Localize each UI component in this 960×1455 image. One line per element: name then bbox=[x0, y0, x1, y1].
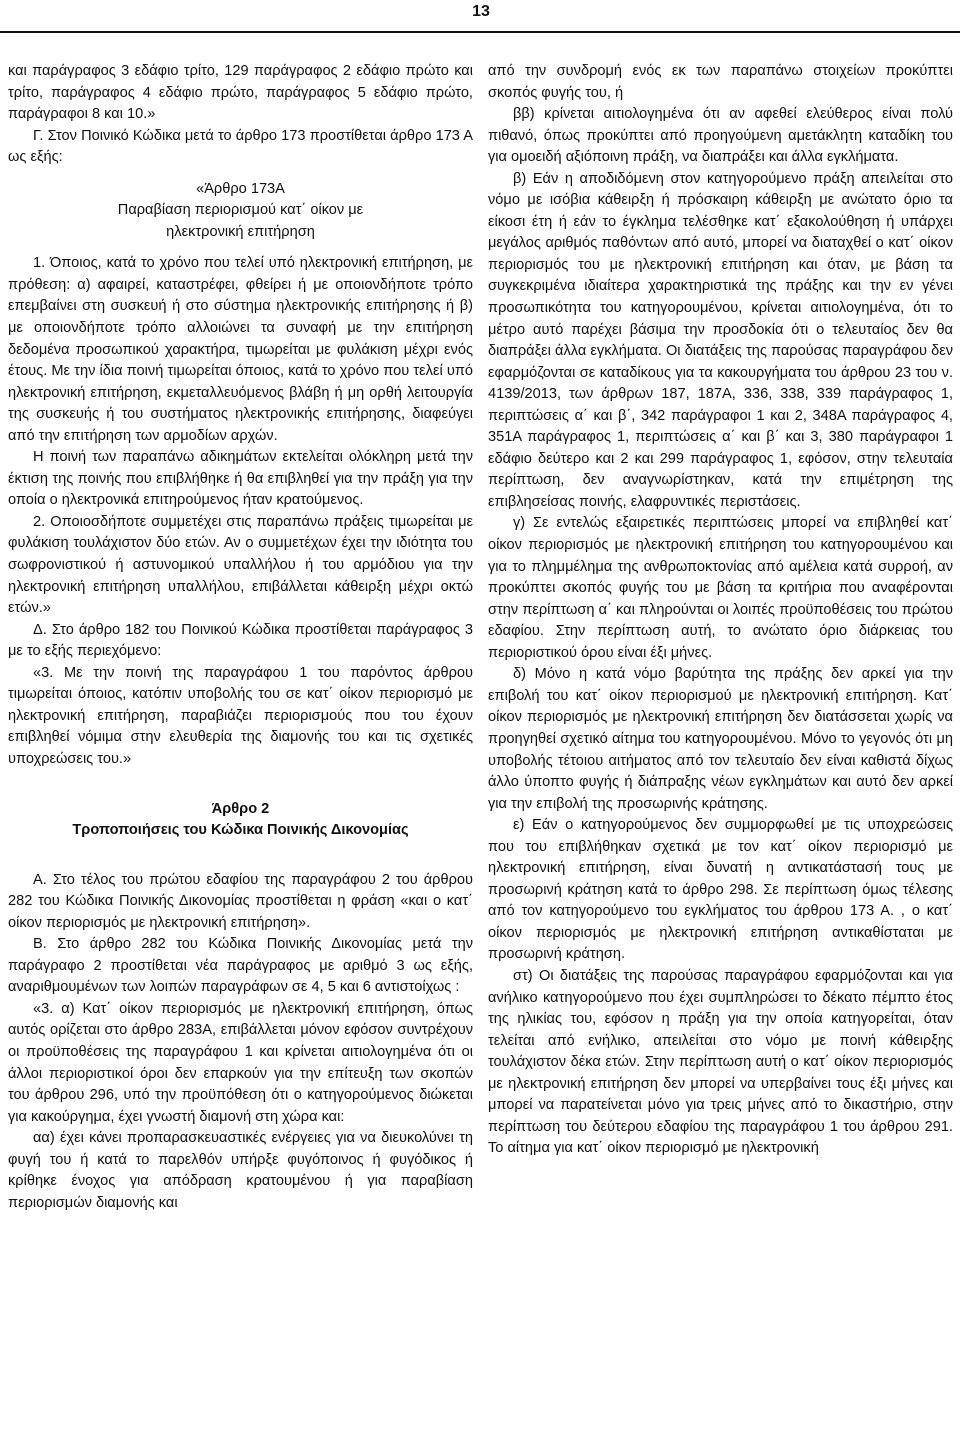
paragraph: δ) Μόνο η κατά νόμο βαρύτητα της πράξης δεν αρκεί για την επιβολή του κατ΄ οίκον περιορισμού με ηλεκτρονική επιτήρηση. Κατ΄ οίκον περιορισμός με ηλεκτρονική επιτήρηση δεν διατάσσεται χωρίς να προηγηθεί σχετικό αίτημα του κατηγορουμένου. Μόνο το γεγονός ότι μη υποβολής τέτοιου αιτήματος από τον τελευταίο δεν είναι καθιστά δίχως άλλο ύποπτο φυγής ή διάπραξης νέων εγκλημάτων και αυτό δεν αρκεί για την επιβολή της προσωρινής κράτησης. bbox=[488, 666, 953, 812]
paragraph: Η ποινή των παραπάνω αδικημάτων εκτελείται ολόκληρη μετά την έκτιση της ποινής που επιβλήθηκε ή θα επιβληθεί για την πράξη για την οποία ο ηλεκτρονικά επιτηρούμενος ήταν κρατούμενος. bbox=[8, 449, 473, 509]
spacer bbox=[8, 842, 473, 870]
paragraph: 1. Όποιος, κατά το χρόνο που τελεί υπό ηλεκτρονική επιτήρηση, με πρόθεση: α) αφαιρεί, καταστρέφει, φθείρει ή με οποιονδήποτε τρόπο επεμβαίνει στη συσκευή ή στο σύστημα ηλεκτρονικής επιτήρησης ή β) με οποιονδήποτε τρόπο αλλοιώνει τα συναφή με την επιτήρηση δεδομένα προσωπικού χαρακτήρα, τιμωρείται με φυλάκιση μέχρι ενός έτους. Με την ίδια ποινή τιμωρείται όποιος, κατά το χρόνο που τελεί υπό ηλεκτρονική επιτήρηση, εκμεταλλευόμενος βλάβη ή μη ορθή λειτουργία της συσκευής ή του συστήματος ηλεκτρονικής επιτήρησης, διαφεύγει από την επιτήρηση των αρμοδίων αρχών. bbox=[8, 255, 473, 444]
paragraph: στ) Οι διατάξεις της παρούσας παραγράφου εφαρμόζονται και για ανήλικο κατηγορούμενο που έχει συμπληρώσει το δέκατο πέμπτο έτος της ηλικίας του, εφόσον η πράξη για την οποία κατηγορείται, όταν τελείται από ενήλικο, απειλείται στο νόμο με ποινή κάθειρξης τουλάχιστον δέκα ετών. Στην περίπτωση αυτή ο κατ΄ οίκον περιορισμός με ηλεκτρονική επιτήρηση δεν μπορεί να υπερβαίνει τους έξι μήνες και μπορεί να παρατείνεται μόνο για τρεις μήνες από το δικαστήριο, στην περίπτωση του δεύτερου εδαφίου της παραγράφου 1 του άρθρου 291. Το αίτημα για κατ΄ οίκον περιορισμό με ηλεκτρονική bbox=[488, 967, 953, 1157]
header-rule bbox=[0, 31, 960, 33]
article-heading: Τροποποιήσεις του Κώδικα Ποινικής Δικονομίας bbox=[72, 822, 409, 839]
paragraph: Α. Στο τέλος του πρώτου εδαφίου της παραγράφου 2 του άρθρου 282 του Κώδικα Ποινικής Δικονομίας προστίθεται η φράση «και ο κατ΄ οίκον περιορισμός με ηλεκτρονική επιτήρηση». bbox=[8, 871, 473, 931]
article-heading: Άρθρο 2 bbox=[211, 800, 270, 817]
paragraph: από την συνδρομή ενός εκ των παραπάνω στοιχείων προκύπτει σκοπός φυγής του, ή bbox=[488, 63, 953, 101]
paragraph: Β. Στο άρθρο 282 του Κώδικα Ποινικής Δικονομίας μετά την παράγραφο 2 προστίθεται νέα παράγραφος με αριθμό 3 ως εξής, αναριθμουμένων των λοιπών παραγράφων σε 4, 5 και 6 αντιστοίχως : bbox=[8, 936, 473, 996]
page-number: 13 bbox=[472, 3, 490, 20]
paragraph: αα) έχει κάνει προπαρασκευαστικές ενέργειες για να διευκολύνει τη φυγή του ή κατά το παρελθόν υπήρξε φυγόποινος ή φυγόδικος ή κρίθηκε ένοχος για απόδραση κρατουμένου ή για παραβίαση περιορισμών διαμονής και bbox=[8, 1130, 473, 1211]
spacer bbox=[8, 169, 473, 179]
spacer bbox=[8, 771, 473, 799]
paragraph: β) Εάν η αποδιδόμενη στον κατηγορούμενο πράξη απειλείται στο νόμο με ισόβια κάθειρξη ή πρόσκαιρη κάθειρξη με ανώτατο όριο τα είκοσι έτη ή εάν το έγκλημα τελέσθηκε κατ΄ εξακολούθηση ή υπάρχει μεγάλος αριθμός παθόντων από αυτό, μπορεί να διαταχθεί ο κατ΄ οίκον περιορισμός του με ηλεκτρονική επιτήρηση και όταν, με βάση τα συγκεκριμένα ιδιαίτερα χαρακτηριστικά της πράξης και την εν γένει προσωπικότητα του κατηγορουμένου, κρίνεται αιτιολογημένα, ότι το μέτρο αυτό παρέχει βάσιμα την προσδοκία ότι ο τελευταίος δεν θα διαπράξει άλλα εγκλήματα. Οι διατάξεις της παρούσας παραγράφου δεν εφαρμόζονται σε καταδίκους για τα κακουργήματα του άρθρου 23 του ν. 4139/2013, των άρθρων 187, 187Α, 336, 338, 339 παράγραφος 1, περιπτώσεις α΄ και β΄, 342 παράγραφοι 1 και 2, 348Α παράγραφος 4, 351Α παράγραφος 1, περιπτώσεις α΄ και β΄ και 3, 380 παράγραφοι 1 εδάφιο δεύτερο και 2 και 299 παράγραφος 1, εφόσον, στην τελευταία περίπτωση, δεν αναγνωρίστηκαν, κατά την επιμέτρηση της επιβλησείσας ποινής, ελαφρυντικές περιστάσεις. bbox=[488, 170, 953, 510]
paragraph: «3. α) Κατ΄ οίκον περιορισμός με ηλεκτρονική επιτήρηση, όπως αυτός ορίζεται στο άρθρο 283Α, επιβάλλεται μόνον εφόσον συντρέχουν οι προϋποθέσεις της παραγράφου 1 και κρίνεται αιτιολογημένα ότι οι άλλοι περιοριστικοί όροι δεν επαρκούν για την επίτευξη των σκοπών του άρθρου 296, υπό την προϋπόθεση ότι ο κατηγορούμενος διώκεται για κακούργημα, έχει γνωστή διαμονή στη χώρα και: bbox=[8, 1000, 473, 1125]
paragraph: 2. Οποιοσδήποτε συμμετέχει στις παραπάνω πράξεις τιμωρείται με φυλάκιση τουλάχιστον δύο ετών. Αν ο συμμετέχων έχει την ιδιότητα του σωφρονιστικού ή αστυνομικού υπαλλήλου ή του αρμόδιου για την ηλεκτρονική επιτήρηση υπαλλήλου, επιβάλλεται κάθειρξη μέχρι οκτώ ετών.» bbox=[8, 513, 473, 617]
paragraph: Παραβίαση περιορισμού κατ΄ οίκον με bbox=[117, 202, 364, 219]
right-column bbox=[488, 61, 953, 1160]
paragraph: ηλεκτρονική επιτήρηση bbox=[166, 223, 315, 240]
paragraph: «Άρθρο 173Α bbox=[196, 180, 285, 197]
paragraph: Δ. Στο άρθρο 182 του Ποινικού Κώδικα προστίθεται παράγραφος 3 με το εξής περιεχόμενο: bbox=[8, 621, 473, 660]
paragraph: «3. Με την ποινή της παραγράφου 1 του παρόντος άρθρου τιμωρείται όποιος, κατόπιν υποβολής του σε κατ΄ οίκον περιορισμό με ηλεκτρονική επιτήρηση, παραβιάζει περιορισμούς που του έχουν επιβληθεί νόμιμα στην ελευθερία της διαμονής του και τις σχετικές υποχρεώσεις του.» bbox=[8, 664, 473, 767]
paragraph: ββ) κρίνεται αιτιολογημένα ότι αν αφεθεί ελεύθερος είναι πολύ πιθανό, όπως προκύπτει από προηγούμενη αμετάκλητη καταδίκη του για ομοειδή αξιόποινη πράξη, να διαπράξει και άλλα εγκλήματα. bbox=[488, 106, 953, 166]
left-column bbox=[8, 61, 473, 1214]
paragraph: ε) Εάν ο κατηγορούμενος δεν συμμορφωθεί με τις υποχρεώσεις που του επιβλήθηκαν σχετικά με τον κατ΄ οίκον περιορισμό με ηλεκτρονική επιτήρηση, είναι δυνατή η αντικατάστασή τους με προσωρινή κράτηση κατά το άρθρο 298. Σε περίπτωση όμως τέλεσης από τον κατηγορούμενο του εγκλήματος του άρθρου 173 Α. , ο κατ΄ οίκον περιορισμός με ηλεκτρονική επιτήρηση αντικαθίσταται με προσωρινή κράτηση. bbox=[488, 817, 953, 963]
spacer bbox=[8, 243, 473, 253]
paragraph: Γ. Στον Ποινικό Κώδικα μετά το άρθρο 173 προστίθεται άρθρο 173 Α ως εξής: bbox=[8, 127, 473, 166]
paragraph: γ) Σε εντελώς εξαιρετικές περιπτώσεις μπορεί να επιβληθεί κατ΄ οίκον περιορισμός με ηλεκτρονική επιτήρηση του κατηγορουμένου και για το πλημμέλημα της ανθρωποκτονίας από αμέλεια κατά συρροή, αν προκύπτει σκοπός φυγής του με βάση τα κριτήρια που αναφέρονται στην περίπτωση α΄ και πληρούνται οι λοιπές προϋποθέσεις του πρώτου εδαφίου. Στην περίπτωση αυτή, το ανώτατο όριο διάρκειας του περιοριστικού όρου είναι έξι μήνες. bbox=[488, 515, 953, 661]
paragraph: και παράγραφος 3 εδάφιο τρίτο, 129 παράγραφος 2 εδάφιο πρώτο και τρίτο, παράγραφος 4 εδάφιο πρώτο, παράγραφος 5 εδάφιο πρώτο, παράγραφοι 8 και 10.» bbox=[8, 63, 473, 123]
